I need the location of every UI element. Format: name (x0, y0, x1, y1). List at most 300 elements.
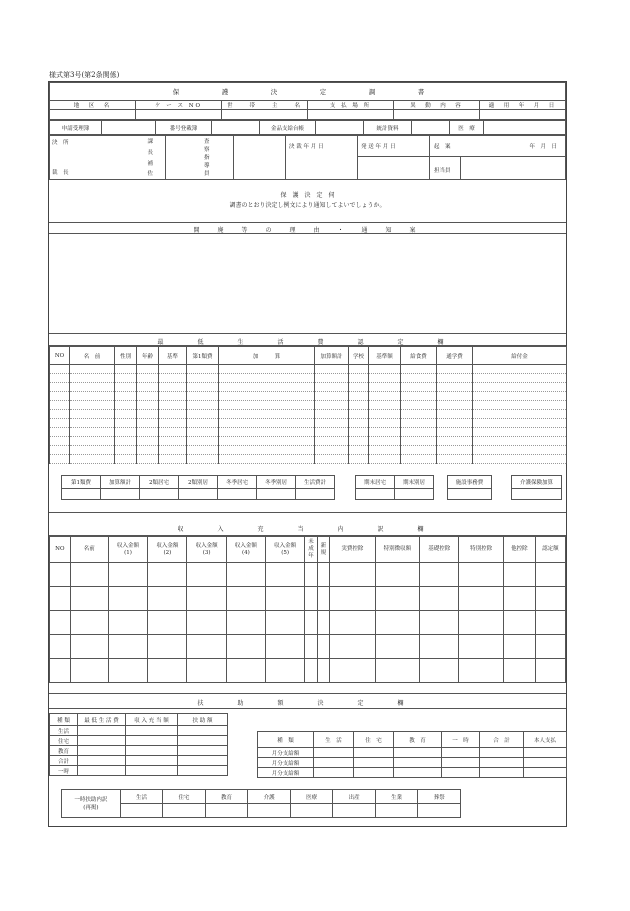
min-living-cell[interactable] (473, 383, 567, 392)
min-living-cell[interactable] (349, 446, 369, 455)
min-living-cell[interactable] (219, 419, 315, 428)
income-cell[interactable] (187, 587, 226, 611)
income-cell[interactable] (503, 587, 535, 611)
income-cell[interactable] (266, 563, 305, 587)
draft-label: 起 案 (434, 144, 451, 150)
min-living-cell[interactable] (115, 455, 137, 464)
income-cell[interactable] (317, 659, 329, 683)
aid-left-cell[interactable] (78, 746, 126, 756)
income-cell[interactable] (148, 563, 187, 587)
temp-aid-value-6[interactable] (375, 804, 418, 818)
income-cell[interactable] (305, 587, 317, 611)
min-living-cell[interactable] (137, 419, 159, 428)
income-cell[interactable] (330, 635, 375, 659)
min-living-cell[interactable] (437, 446, 473, 455)
staff-label: 担当員 (434, 168, 451, 174)
min-living-cell[interactable] (50, 392, 70, 401)
min-living-cell[interactable] (159, 365, 187, 374)
income-cell[interactable] (266, 635, 305, 659)
income-cell[interactable] (70, 611, 108, 635)
min-living-cell[interactable] (369, 410, 401, 419)
min-living-cell[interactable] (349, 383, 369, 392)
min-living-cell[interactable] (159, 374, 187, 383)
income-cell[interactable] (330, 587, 375, 611)
income-cell[interactable] (266, 587, 305, 611)
income-cell[interactable] (535, 635, 565, 659)
income-cell[interactable] (226, 635, 265, 659)
min-living-cell[interactable] (369, 401, 401, 410)
income-cell[interactable] (50, 563, 71, 587)
min-living-cell[interactable] (401, 383, 437, 392)
aid-right-cell[interactable] (394, 768, 442, 778)
min-living-cell[interactable] (187, 455, 219, 464)
income-cell[interactable] (108, 635, 147, 659)
page-title: 保 護 決 定 調 書 (50, 83, 566, 101)
aid-left-row-label-2: 教育 (50, 746, 78, 756)
income-cell[interactable] (187, 611, 226, 635)
temp-aid-value-2[interactable] (205, 804, 248, 818)
min-living-cell[interactable] (70, 419, 115, 428)
aid-right-cell[interactable] (442, 768, 480, 778)
min-living-cell[interactable] (70, 383, 115, 392)
aid-right-cell[interactable] (354, 768, 394, 778)
aid-left-cell[interactable] (126, 736, 178, 746)
income-cell[interactable] (535, 611, 565, 635)
min-living-cell[interactable] (187, 446, 219, 455)
income-cell[interactable] (330, 659, 375, 683)
aid-left-header-2: 収 入 充 当 額 (126, 714, 178, 726)
aid-right-cell[interactable] (314, 758, 354, 768)
min-living-cell[interactable] (115, 428, 137, 437)
summary1-value-3[interactable] (179, 489, 218, 500)
min-living-cell[interactable] (401, 365, 437, 374)
min-living-cell[interactable] (115, 392, 137, 401)
aid-right-cell[interactable] (442, 748, 480, 758)
income-cell[interactable] (187, 635, 226, 659)
min-living-cell[interactable] (369, 392, 401, 401)
min-living-cell[interactable] (401, 374, 437, 383)
min-living-cell[interactable] (219, 383, 315, 392)
income-cell[interactable] (148, 635, 187, 659)
min-living-cell[interactable] (187, 428, 219, 437)
income-cell[interactable] (420, 587, 459, 611)
temp-aid-value-5[interactable] (333, 804, 376, 818)
register-field-1[interactable] (102, 121, 156, 135)
min-living-cell[interactable] (50, 365, 70, 374)
min-living-cell[interactable] (349, 428, 369, 437)
aid-left-row (50, 736, 228, 746)
min-living-cell[interactable] (315, 428, 349, 437)
income-cell[interactable] (305, 563, 317, 587)
min-living-cell[interactable] (115, 401, 137, 410)
min-living-cell[interactable] (401, 455, 437, 464)
min-living-cell[interactable] (315, 446, 349, 455)
min-living-cell[interactable] (159, 410, 187, 419)
min-living-cell[interactable] (437, 428, 473, 437)
income-cell[interactable] (375, 587, 419, 611)
aid-right-cell[interactable] (394, 758, 442, 768)
aid-right-cell[interactable] (354, 758, 394, 768)
aid-left-cell[interactable] (126, 756, 178, 766)
aid-left-cell[interactable] (78, 756, 126, 766)
income-cell[interactable] (108, 659, 147, 683)
temp-aid-value-1[interactable] (163, 804, 206, 818)
register-field-3[interactable] (212, 121, 260, 135)
aid-left-cell[interactable] (126, 746, 178, 756)
aid-right-cell[interactable] (524, 748, 567, 758)
income-cell[interactable] (375, 611, 419, 635)
min-living-cell[interactable] (159, 437, 187, 446)
summary1-value-5[interactable] (257, 489, 296, 500)
min-living-cell[interactable] (159, 383, 187, 392)
min-living-cell[interactable] (349, 419, 369, 428)
min-living-cell[interactable] (315, 383, 349, 392)
income-cell[interactable] (420, 659, 459, 683)
min-living-cell[interactable] (115, 446, 137, 455)
income-cell[interactable] (50, 635, 71, 659)
income-section (49, 519, 566, 683)
min-living-cell[interactable] (70, 437, 115, 446)
aid-left-cell[interactable] (178, 726, 228, 736)
header-col-1: ケ ー ス NO (136, 101, 222, 110)
min-living-cell[interactable] (115, 419, 137, 428)
min-living-cell[interactable] (187, 401, 219, 410)
income-cell[interactable] (70, 635, 108, 659)
min-living-cell[interactable] (159, 401, 187, 410)
temp-aid-value-0[interactable] (120, 804, 163, 818)
aid-left-cell[interactable] (126, 766, 178, 776)
min-living-cell[interactable] (349, 455, 369, 464)
min-living-cell[interactable] (437, 383, 473, 392)
income-cell[interactable] (330, 611, 375, 635)
min-living-cell[interactable] (349, 365, 369, 374)
income-cell[interactable] (108, 587, 147, 611)
income-cell[interactable] (503, 563, 535, 587)
min-living-header-9: 基準額 (369, 347, 401, 365)
min-living-cell[interactable] (473, 410, 567, 419)
aid-right-cell[interactable] (480, 768, 524, 778)
income-cell[interactable] (148, 587, 187, 611)
aid-right-cell[interactable] (524, 768, 567, 778)
income-cell[interactable] (266, 659, 305, 683)
income-cell[interactable] (420, 635, 459, 659)
min-living-cell[interactable] (349, 374, 369, 383)
min-living-cell[interactable] (401, 392, 437, 401)
min-living-cell[interactable] (369, 437, 401, 446)
min-living-cell[interactable] (401, 428, 437, 437)
income-cell[interactable] (330, 563, 375, 587)
min-living-cell[interactable] (369, 428, 401, 437)
min-living-cell[interactable] (401, 401, 437, 410)
min-living-cell[interactable] (159, 392, 187, 401)
summary1-value-2[interactable] (140, 489, 179, 500)
min-living-cell[interactable] (473, 401, 567, 410)
min-living-cell[interactable] (315, 401, 349, 410)
min-living-cell[interactable] (473, 446, 567, 455)
min-living-cell[interactable] (70, 365, 115, 374)
temp-aid-value-7[interactable] (418, 804, 461, 818)
reason-title: 開 廃 等 の 理 由 ・ 通 知 案 (193, 227, 422, 234)
aid-left-cell[interactable] (178, 756, 228, 766)
min-living-cell[interactable] (369, 419, 401, 428)
aid-right-cell[interactable] (314, 768, 354, 778)
income-cell[interactable] (70, 659, 108, 683)
min-living-cell[interactable] (349, 401, 369, 410)
income-cell[interactable] (148, 611, 187, 635)
min-living-cell[interactable] (473, 392, 567, 401)
min-living-cell[interactable] (369, 383, 401, 392)
min-living-cell[interactable] (315, 437, 349, 446)
summary3-value-0[interactable] (448, 489, 492, 500)
min-living-cell[interactable] (70, 410, 115, 419)
min-living-cell[interactable] (159, 428, 187, 437)
aid-right-cell[interactable] (480, 758, 524, 768)
min-living-cell[interactable] (137, 428, 159, 437)
min-living-cell[interactable] (137, 383, 159, 392)
income-cell[interactable] (420, 611, 459, 635)
income-cell[interactable] (503, 611, 535, 635)
register-label-6: 統計資料 (364, 121, 412, 135)
min-living-cell[interactable] (137, 392, 159, 401)
income-cell[interactable] (535, 563, 565, 587)
income-title: 収 入 充 当 内 訳 欄 (177, 526, 438, 533)
min-living-cell[interactable] (473, 365, 567, 374)
aid-left-cell[interactable] (78, 766, 126, 776)
income-cell[interactable] (305, 659, 317, 683)
min-living-cell[interactable] (70, 428, 115, 437)
min-living-cell[interactable] (187, 392, 219, 401)
min-living-cell[interactable] (70, 374, 115, 383)
min-living-cell[interactable] (70, 446, 115, 455)
min-living-cell[interactable] (315, 419, 349, 428)
min-living-cell[interactable] (437, 401, 473, 410)
min-living-cell[interactable] (219, 374, 315, 383)
min-living-cell[interactable] (437, 419, 473, 428)
min-living-cell[interactable] (187, 374, 219, 383)
min-living-cell[interactable] (315, 374, 349, 383)
min-living-cell[interactable] (473, 455, 567, 464)
income-cell[interactable] (50, 611, 71, 635)
aid-left-cell[interactable] (178, 766, 228, 776)
min-living-cell[interactable] (219, 365, 315, 374)
min-living-cell[interactable] (137, 401, 159, 410)
min-living-cell[interactable] (137, 410, 159, 419)
aid-right-cell[interactable] (354, 748, 394, 758)
min-living-cell[interactable] (349, 437, 369, 446)
min-living-cell[interactable] (473, 437, 567, 446)
min-living-cell[interactable] (219, 392, 315, 401)
min-living-cell[interactable] (437, 392, 473, 401)
min-living-cell[interactable] (349, 410, 369, 419)
min-living-cell[interactable] (50, 374, 70, 383)
min-living-cell[interactable] (159, 419, 187, 428)
min-living-cell[interactable] (115, 410, 137, 419)
summary1-value-6[interactable] (296, 489, 335, 500)
min-living-cell[interactable] (437, 374, 473, 383)
min-living-cell[interactable] (187, 410, 219, 419)
min-living-cell[interactable] (137, 455, 159, 464)
min-living-cell[interactable] (473, 374, 567, 383)
min-living-cell[interactable] (349, 392, 369, 401)
min-living-cell[interactable] (50, 401, 70, 410)
min-living-cell[interactable] (50, 419, 70, 428)
income-cell[interactable] (317, 587, 329, 611)
min-living-cell[interactable] (315, 410, 349, 419)
aid-left-cell[interactable] (178, 736, 228, 746)
min-living-cell[interactable] (315, 365, 349, 374)
income-cell[interactable] (459, 611, 503, 635)
min-living-cell[interactable] (137, 446, 159, 455)
income-cell[interactable] (459, 587, 503, 611)
min-living-cell[interactable] (137, 365, 159, 374)
min-living-cell[interactable] (219, 455, 315, 464)
income-cell[interactable] (108, 563, 147, 587)
min-living-cell[interactable] (473, 428, 567, 437)
min-living-cell[interactable] (219, 446, 315, 455)
income-cell[interactable] (226, 659, 265, 683)
income-cell[interactable] (459, 563, 503, 587)
min-living-cell[interactable] (50, 437, 70, 446)
reason-area[interactable] (49, 234, 566, 334)
min-living-cell[interactable] (187, 383, 219, 392)
min-living-cell[interactable] (137, 374, 159, 383)
min-living-cell[interactable] (187, 437, 219, 446)
aid-right-cell[interactable] (442, 758, 480, 768)
min-living-cell[interactable] (369, 446, 401, 455)
min-living-cell[interactable] (437, 437, 473, 446)
min-living-cell[interactable] (159, 446, 187, 455)
min-living-cell[interactable] (219, 428, 315, 437)
summary1-value-4[interactable] (218, 489, 257, 500)
income-header-5: 収入金額 (4) (226, 537, 265, 563)
aid-right-cell[interactable] (314, 748, 354, 758)
min-living-cell[interactable] (401, 437, 437, 446)
min-living-cell[interactable] (219, 437, 315, 446)
income-cell[interactable] (148, 659, 187, 683)
min-living-cell[interactable] (50, 410, 70, 419)
income-cell[interactable] (50, 659, 71, 683)
min-living-cell[interactable] (401, 410, 437, 419)
min-living-cell[interactable] (70, 455, 115, 464)
income-cell[interactable] (503, 635, 535, 659)
min-living-cell[interactable] (219, 401, 315, 410)
register-field-5[interactable] (316, 121, 364, 135)
income-cell[interactable] (375, 563, 419, 587)
aid-left-cell[interactable] (126, 726, 178, 736)
income-cell[interactable] (420, 563, 459, 587)
income-cell[interactable] (317, 611, 329, 635)
summary1-value-0[interactable] (62, 489, 101, 500)
aid-left-cell[interactable] (78, 726, 126, 736)
income-cell[interactable] (459, 635, 503, 659)
income-cell[interactable] (70, 587, 108, 611)
temp-aid-value-3[interactable] (248, 804, 291, 818)
min-living-cell[interactable] (473, 419, 567, 428)
income-cell[interactable] (50, 587, 71, 611)
min-living-cell[interactable] (219, 410, 315, 419)
income-cell[interactable] (535, 587, 565, 611)
aid-left-cell[interactable] (78, 736, 126, 746)
min-living-row (50, 455, 567, 464)
register-field-7[interactable] (412, 121, 450, 135)
income-cell[interactable] (375, 635, 419, 659)
min-living-cell[interactable] (401, 419, 437, 428)
min-living-cell[interactable] (369, 365, 401, 374)
aid-section (49, 693, 566, 811)
min-living-cell[interactable] (115, 437, 137, 446)
header-col-3: 支 払 場 所 (308, 101, 394, 110)
summary1-value-1[interactable] (101, 489, 140, 500)
min-living-cell[interactable] (315, 392, 349, 401)
income-header-13: 他控除 (503, 537, 535, 563)
min-living-cell[interactable] (115, 365, 137, 374)
aid-left-cell[interactable] (178, 746, 228, 756)
temp-aid-value-4[interactable] (290, 804, 333, 818)
min-living-cell[interactable] (50, 455, 70, 464)
aid-right-cell[interactable] (394, 748, 442, 758)
income-cell[interactable] (226, 587, 265, 611)
income-cell[interactable] (266, 611, 305, 635)
income-cell[interactable] (187, 659, 226, 683)
income-cell[interactable] (305, 635, 317, 659)
income-header-8: 新規 (317, 537, 329, 563)
summary2-value-0[interactable] (356, 489, 395, 500)
min-living-cell[interactable] (315, 455, 349, 464)
income-cell[interactable] (70, 563, 108, 587)
summary4-value-0[interactable] (512, 489, 562, 500)
min-living-cell[interactable] (70, 401, 115, 410)
aid-right-cell[interactable] (524, 758, 567, 768)
income-cell[interactable] (108, 611, 147, 635)
min-living-cell[interactable] (369, 374, 401, 383)
aid-right-cell[interactable] (480, 748, 524, 758)
min-living-cell[interactable] (437, 410, 473, 419)
income-cell[interactable] (317, 635, 329, 659)
income-cell[interactable] (226, 611, 265, 635)
income-cell[interactable] (375, 659, 419, 683)
income-cell[interactable] (459, 659, 503, 683)
income-cell[interactable] (317, 563, 329, 587)
min-living-cell[interactable] (50, 428, 70, 437)
aid-right-header-2: 住 宅 (354, 732, 394, 748)
summary2-label-0: 期末居宅 (356, 476, 395, 489)
income-cell[interactable] (305, 611, 317, 635)
register-field-9[interactable] (484, 121, 566, 135)
min-living-cell[interactable] (369, 455, 401, 464)
min-living-cell[interactable] (187, 365, 219, 374)
min-living-cell[interactable] (115, 374, 137, 383)
income-cell[interactable] (187, 563, 226, 587)
income-row (50, 611, 566, 635)
aid-left-row-label-3: 合計 (50, 756, 78, 766)
min-living-cell[interactable] (50, 383, 70, 392)
summary2-value-1[interactable] (395, 489, 434, 500)
income-cell[interactable] (503, 659, 535, 683)
temp-aid-header-3: 介護 (248, 790, 291, 804)
min-living-cell[interactable] (437, 365, 473, 374)
income-cell[interactable] (226, 563, 265, 587)
summary2-label-1: 期末別居 (395, 476, 434, 489)
income-cell[interactable] (535, 659, 565, 683)
min-living-cell[interactable] (50, 446, 70, 455)
min-living-cell[interactable] (159, 455, 187, 464)
min-living-cell[interactable] (437, 455, 473, 464)
min-living-cell[interactable] (115, 383, 137, 392)
min-living-cell[interactable] (137, 437, 159, 446)
min-living-cell[interactable] (70, 392, 115, 401)
min-living-cell[interactable] (187, 419, 219, 428)
min-living-cell[interactable] (401, 446, 437, 455)
